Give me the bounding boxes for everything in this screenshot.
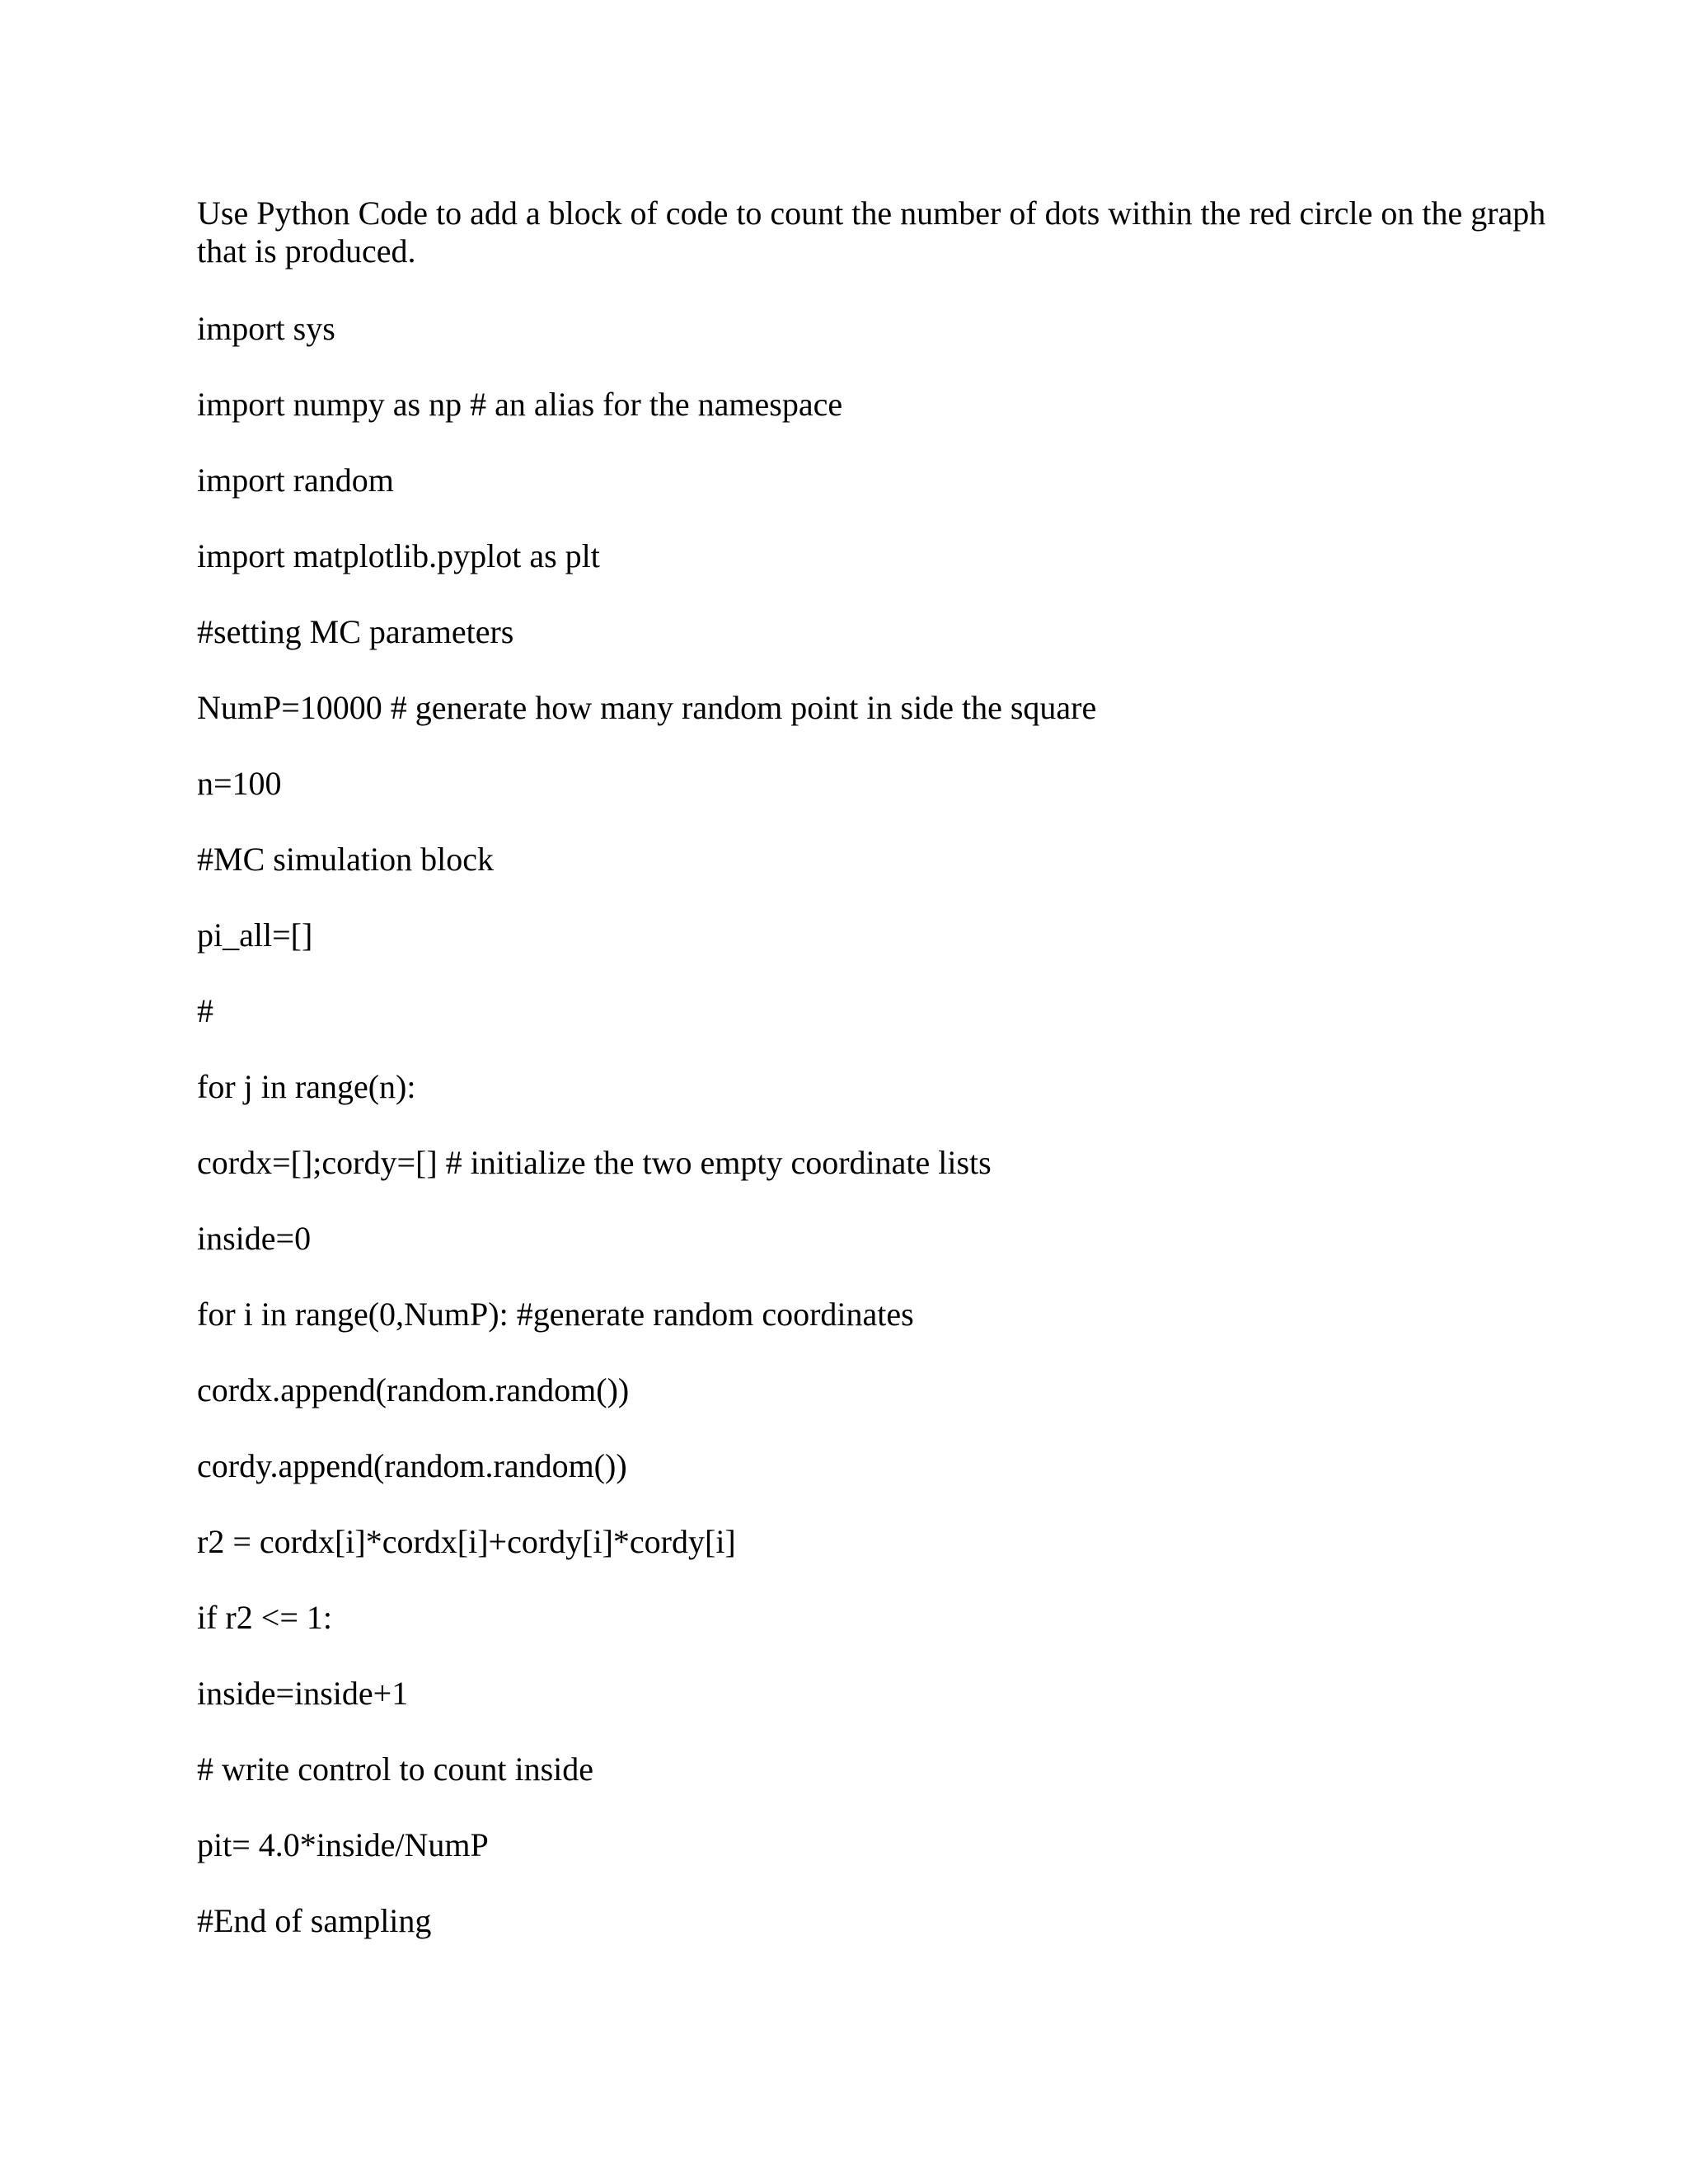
- code-line: if r2 <= 1:: [197, 1599, 332, 1636]
- intro-paragraph: Use Python Code to add a block of code to count the number of dots within the red circle on the graph that is produced.: [197, 194, 1546, 269]
- code-line: cordx=[];cordy=[] # initialize the two empty coordinate lists: [197, 1144, 992, 1181]
- code-line: r2 = cordx[i]*cordx[i]+cordy[i]*cordy[i]: [197, 1523, 736, 1560]
- code-line: import sys: [197, 310, 335, 347]
- code-line: inside=inside+1: [197, 1675, 409, 1712]
- code-line: pit= 4.0*inside/NumP: [197, 1826, 489, 1863]
- code-line: NumP=10000 # generate how many random point in side the square: [197, 689, 1097, 726]
- code-line: pi_all=[]: [197, 916, 313, 954]
- code-line: #: [197, 992, 213, 1029]
- code-line: #End of sampling: [197, 1902, 432, 1939]
- code-line: n=100: [197, 765, 282, 802]
- code-line: #MC simulation block: [197, 841, 494, 878]
- code-line: cordx.append(random.random()): [197, 1371, 630, 1408]
- code-line: for j in range(n):: [197, 1068, 416, 1105]
- code-line: #setting MC parameters: [197, 613, 514, 650]
- code-line: # write control to count inside: [197, 1750, 594, 1788]
- code-line: inside=0: [197, 1220, 312, 1257]
- code-line: import random: [197, 462, 394, 499]
- code-line: cordy.append(random.random()): [197, 1447, 627, 1484]
- code-line: import numpy as np # an alias for the namespace: [197, 386, 843, 423]
- code-line: import matplotlib.pyplot as plt: [197, 537, 600, 574]
- code-line: for i in range(0,NumP): #generate random coordinates: [197, 1296, 914, 1333]
